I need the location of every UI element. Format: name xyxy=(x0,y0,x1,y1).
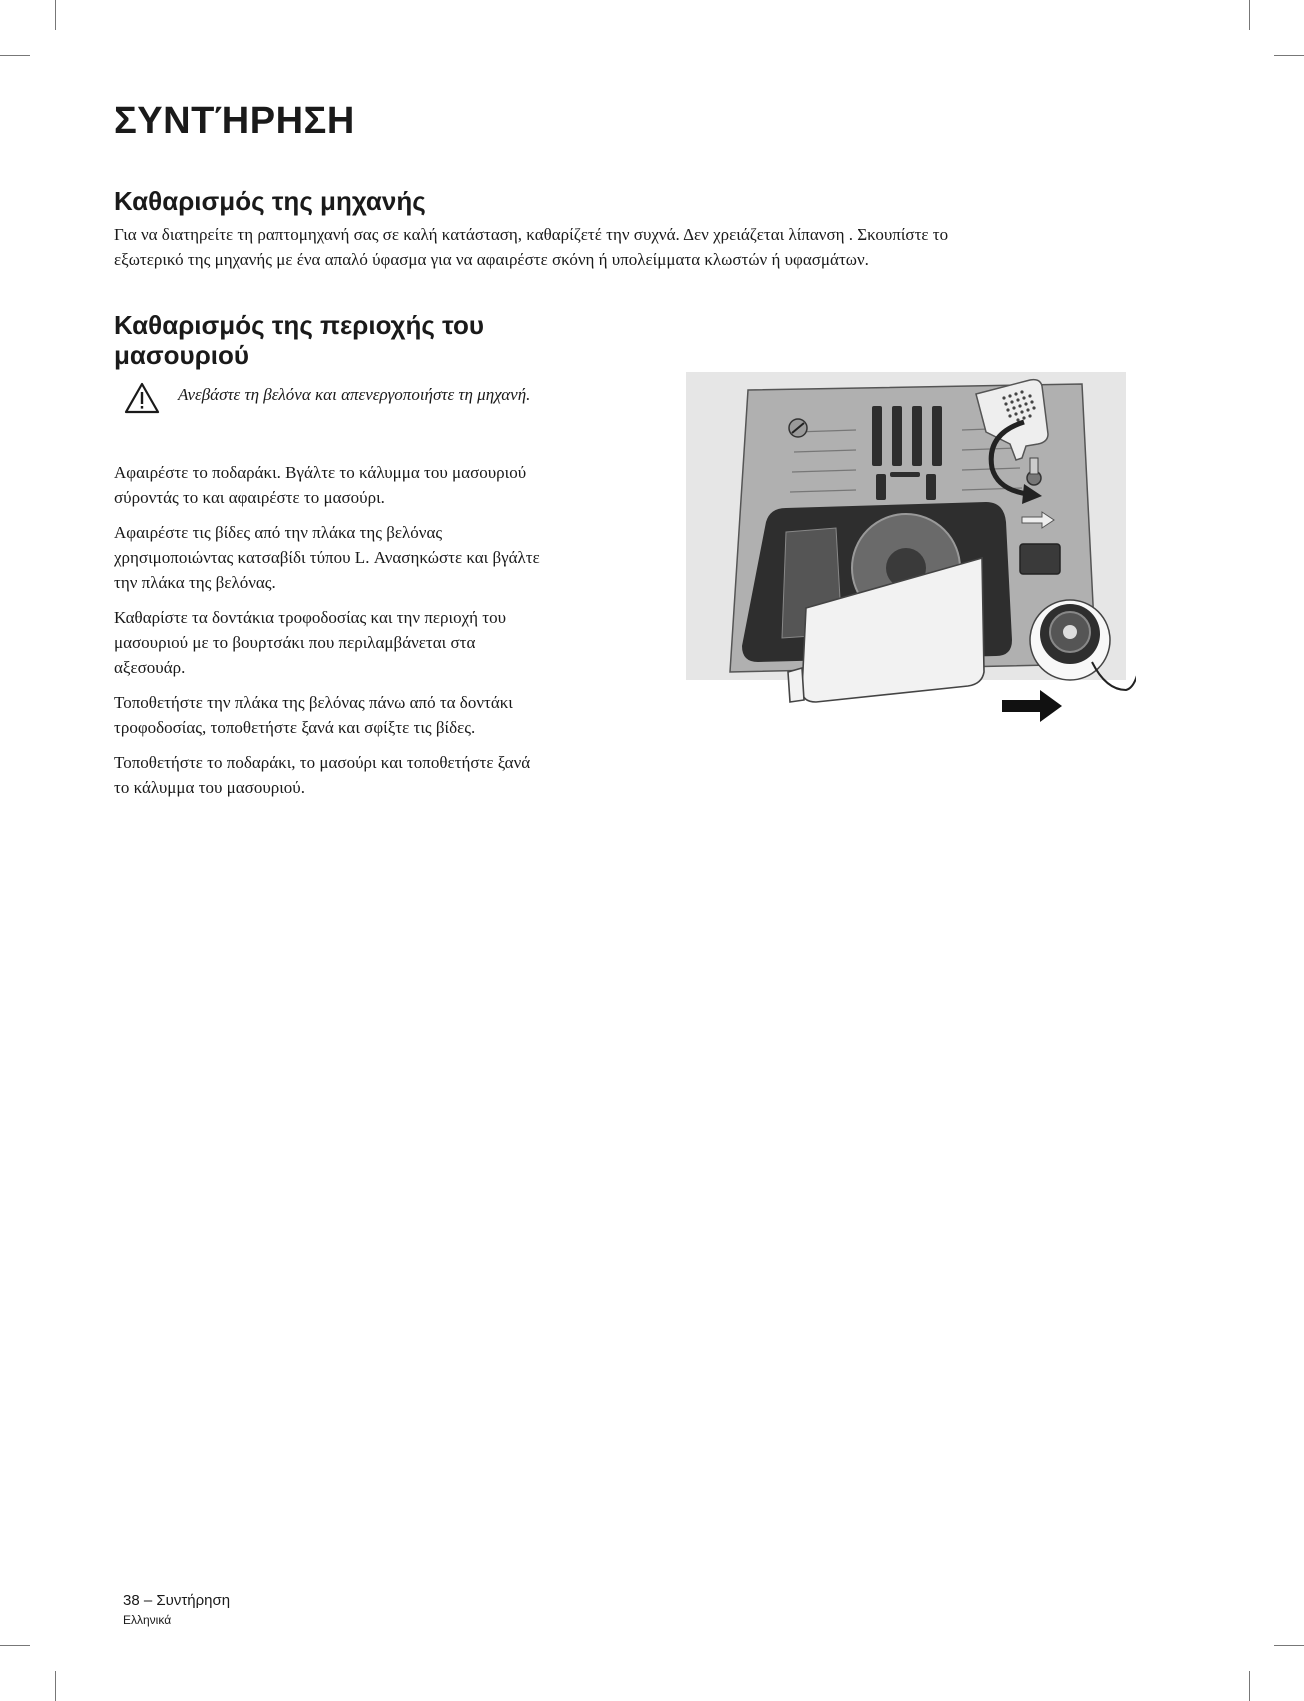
heading-line: Καθαρισμός της περιοχής του xyxy=(114,310,485,340)
step-line: αξεσουάρ. xyxy=(114,658,186,677)
section-machine-cleaning xyxy=(114,186,1114,272)
step-paragraph xyxy=(114,460,614,510)
section-heading xyxy=(114,310,614,370)
step-paragraph xyxy=(114,750,614,800)
paragraph-line: εξωτερικό της μηχανής με ένα απαλό ύφασμα για να αφαιρέστε σκόνη ή υπολείμματα κλωστών ή υφασμάτων. xyxy=(114,250,869,269)
section-heading: Καθαρισμός της μηχανής xyxy=(114,186,426,216)
crop-mark xyxy=(1249,0,1250,30)
cover-release-button xyxy=(1020,544,1060,574)
crop-mark xyxy=(55,1671,56,1701)
crop-mark xyxy=(1274,55,1304,56)
step-paragraph xyxy=(114,690,614,740)
paragraph-line: Για να διατηρείτε τη ραπτομηχανή σας σε καλή κατάσταση, καθαρίζετέ την συχνά. Δεν χρειάζεται λίπανση . Σκουπίστε το xyxy=(114,225,949,244)
step-line: το κάλυμμα του μασουριού. xyxy=(114,778,305,797)
step-line: Καθαρίστε τα δοντάκια τροφοδοσίας και την περιοχή του xyxy=(114,608,507,627)
section-bobbin-area-cleaning xyxy=(114,310,614,810)
remove-arrow-icon xyxy=(1002,690,1062,722)
step-paragraph xyxy=(114,605,614,680)
step-line: την πλάκα της βελόνας. xyxy=(114,573,276,592)
bobbin-cover-tab xyxy=(788,668,804,702)
step-line: τροφοδοσίας, τοποθετήστε ξανά και σφίξτε τις βίδες. xyxy=(114,718,476,737)
footer-language: Ελληνικά xyxy=(123,1613,172,1627)
steps-list xyxy=(114,460,614,800)
crop-mark xyxy=(0,1645,30,1646)
step-line: Τοποθετήστε την πλάκα της βελόνας πάνω από τα δοντάκι xyxy=(114,693,513,712)
step-line: χρησιμοποιώντας κατσαβίδι τύπου L. Ανασηκώστε και βγάλτε xyxy=(114,548,540,567)
step-line: Αφαιρέστε τις βίδες από την πλάκα της βελόνας xyxy=(114,523,443,542)
crop-mark xyxy=(55,0,56,30)
step-paragraph xyxy=(114,520,614,595)
crop-mark xyxy=(0,55,30,56)
page-footer xyxy=(123,1592,230,1628)
heading-line: μασουριού xyxy=(114,340,250,370)
bobbin-area-illustration xyxy=(686,372,1136,727)
footer-page-label: 38 – Συντήρηση xyxy=(123,1592,231,1609)
step-line: Αφαιρέστε το ποδαράκι. Βγάλτε το κάλυμμα του μασουριού xyxy=(114,463,527,482)
step-line: σύροντάς το και αφαιρέστε το μασούρι. xyxy=(114,488,385,507)
warning-text: Ανεβάστε τη βελόνα και απενεργοποιήστε τη μηχανή. xyxy=(178,385,531,404)
page-title: ΣΥΝΤΉΡΗΣΗ xyxy=(114,100,355,142)
screw-icon xyxy=(789,419,807,437)
section-paragraph xyxy=(114,222,1114,272)
step-line: μασουριού με το βουρτσάκι που περιλαμβάνεται στα xyxy=(114,633,476,652)
step-line: Τοποθετήστε το ποδαράκι, το μασούρι και τοποθετήστε ξανά xyxy=(114,753,531,772)
crop-mark xyxy=(1274,1645,1304,1646)
warning-note xyxy=(114,380,614,436)
warning-triangle-icon xyxy=(124,382,160,414)
crop-mark xyxy=(1249,1671,1250,1701)
